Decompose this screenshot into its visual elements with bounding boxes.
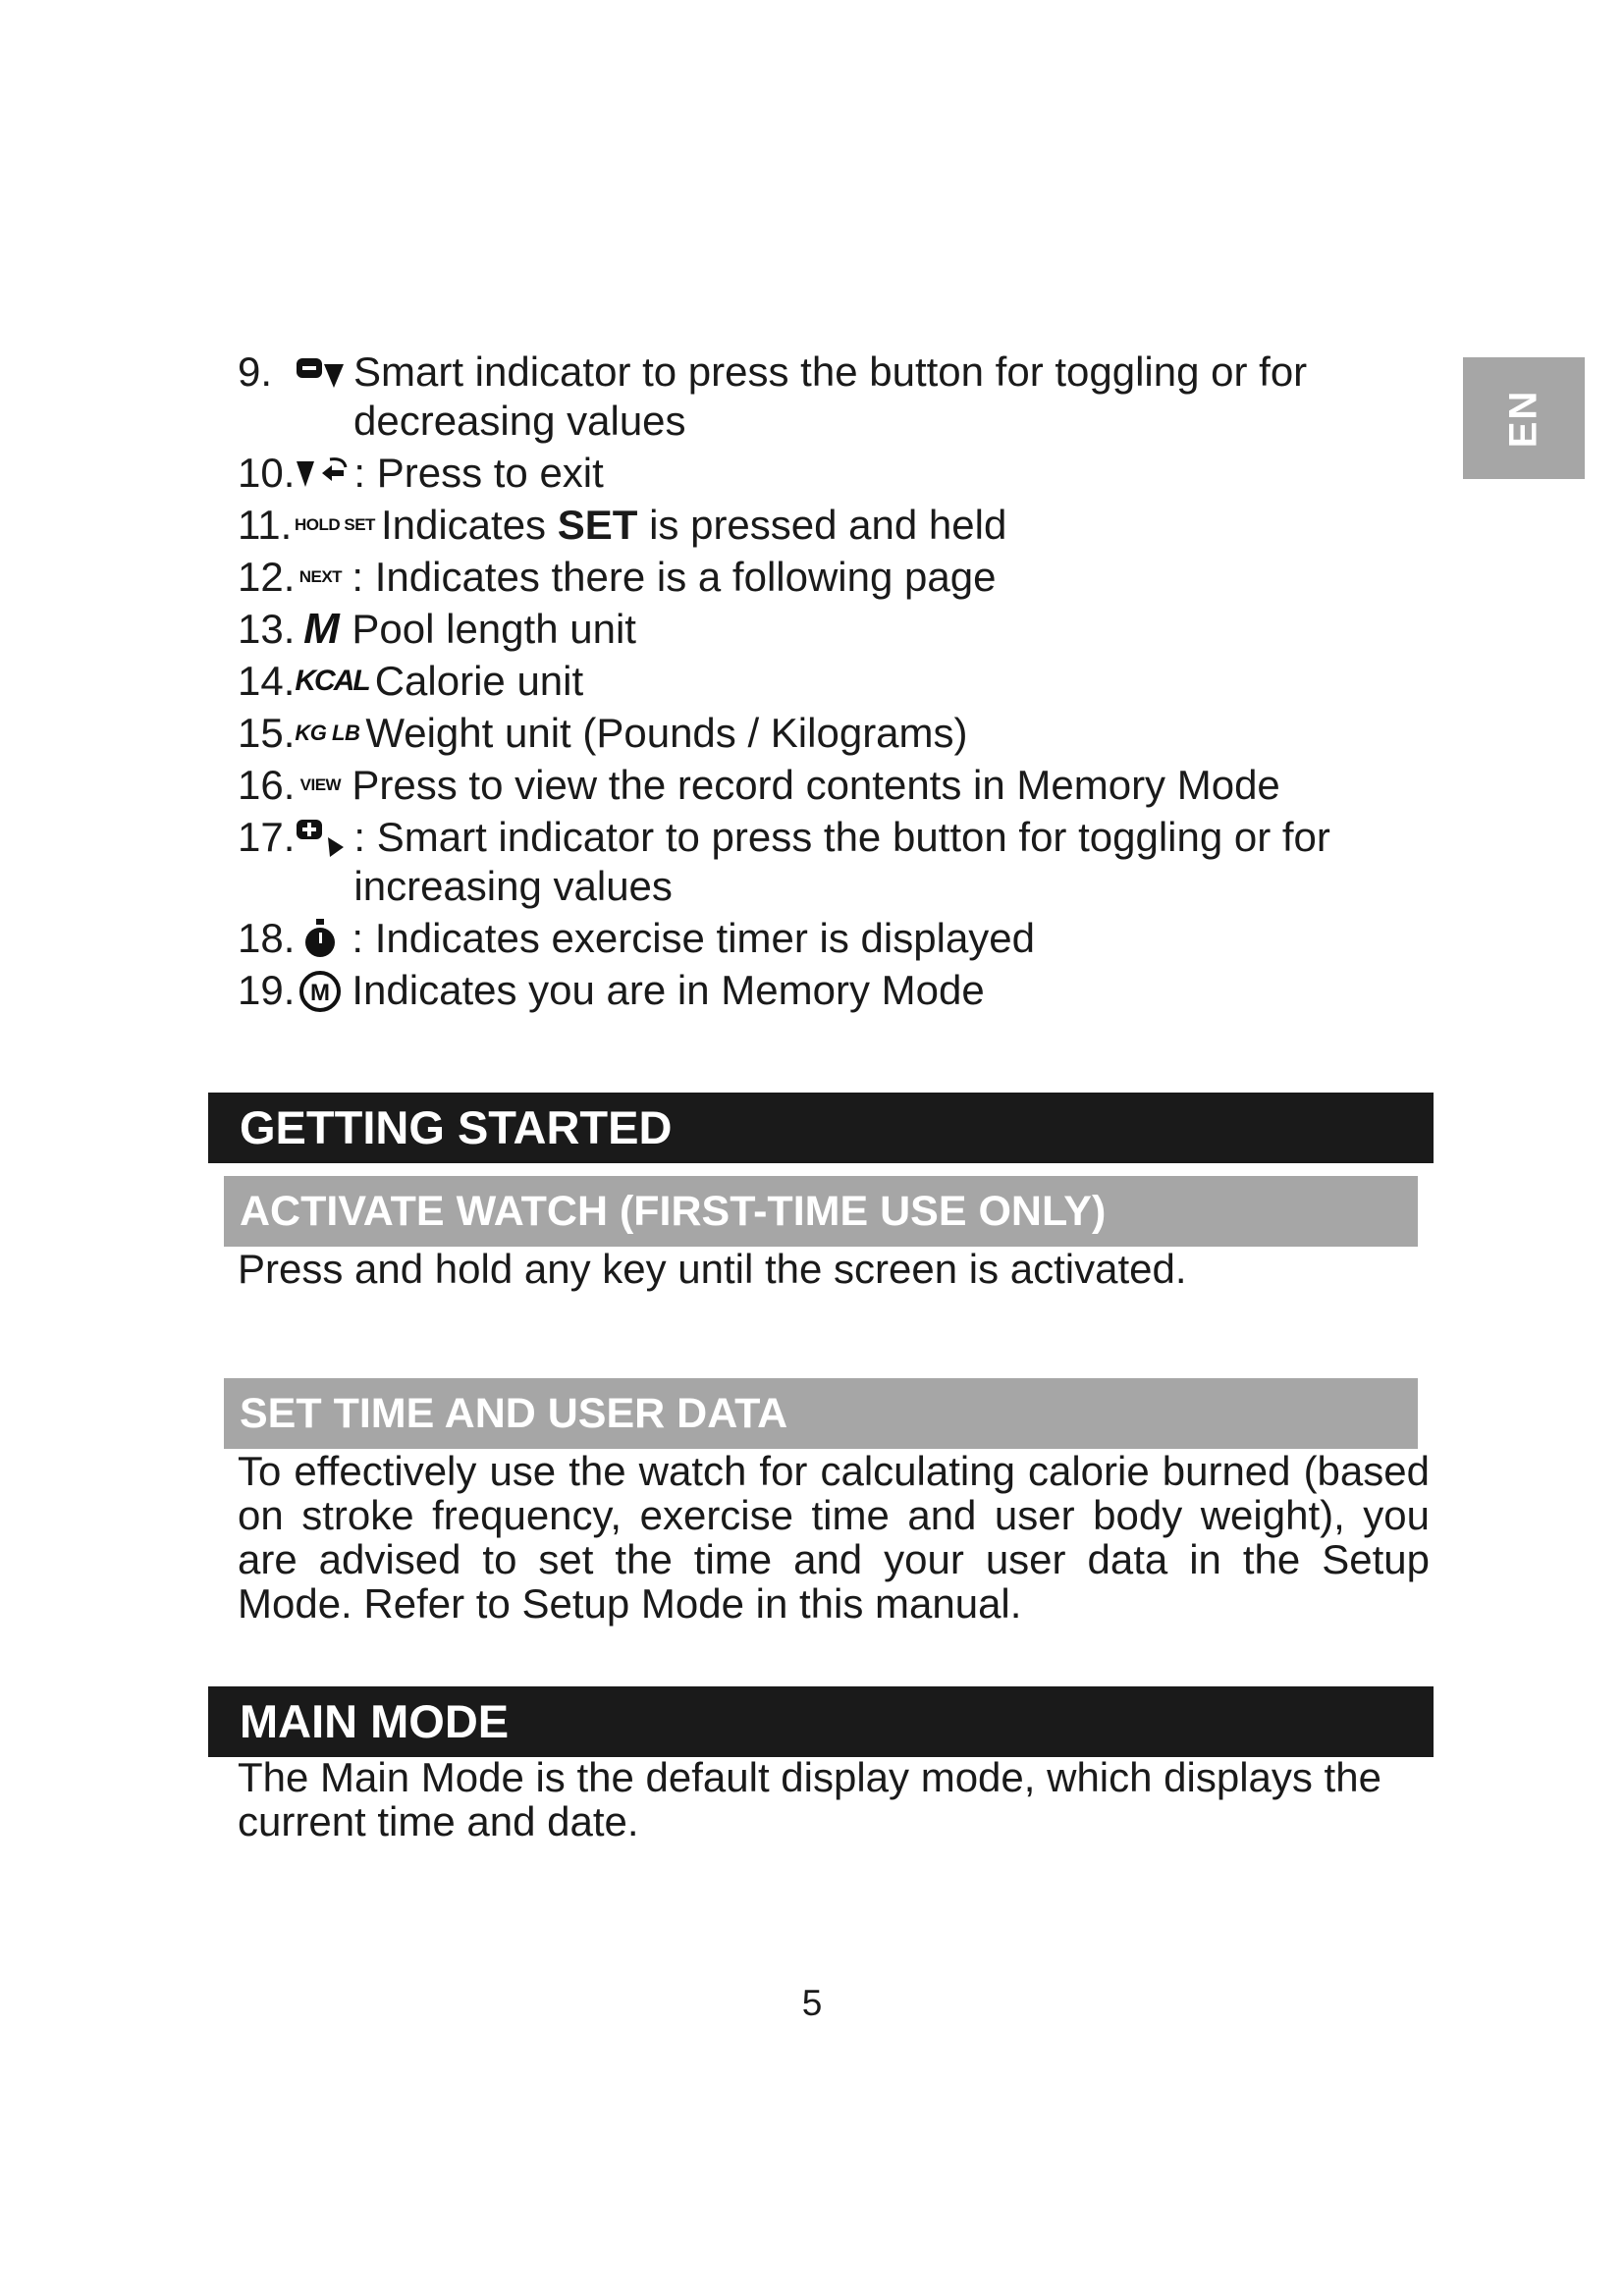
item-number: 9.	[238, 348, 273, 395]
set-time-body: To effectively use the watch for calculating calorie burned (based on stroke frequency, exercise time and user body weight), you are advised to set the time and your user data in the Setup Mode. Refer to Setup Mode in this manual.	[238, 1448, 1430, 1627]
list-item	[238, 813, 1377, 911]
list-item	[238, 449, 1377, 498]
item-number: 16.	[238, 762, 296, 808]
item-number: 11.	[238, 502, 293, 548]
item-text	[381, 501, 1377, 550]
item-text: Indicates you are in Memory Mode	[352, 967, 985, 1013]
item-number: 12.	[238, 554, 296, 600]
item-text: Calorie unit	[374, 658, 584, 704]
main-mode-heading: MAIN MODE	[208, 1686, 1434, 1757]
item-number: 18.	[238, 915, 296, 961]
item-text: : Indicates exercise timer is displayed	[352, 915, 1036, 961]
hold-set-icon: HOLD SET	[295, 515, 375, 534]
main-mode-body: The Main Mode is the default display mode, which displays the current time and date.	[238, 1754, 1381, 1844]
exit-arrow-icon	[295, 449, 348, 498]
list-item	[238, 709, 1377, 758]
memory-mode-icon	[295, 966, 346, 1015]
kg-lb-icon: KG LB	[295, 721, 360, 745]
item-number: 10.	[238, 450, 296, 496]
list-item	[238, 553, 1377, 602]
item-text: : Press to exit	[353, 450, 604, 496]
list-item	[238, 347, 1377, 446]
list-item	[238, 914, 1377, 963]
activate-watch-heading: ACTIVATE WATCH (FIRST-TIME USE ONLY)	[224, 1176, 1418, 1247]
list-item	[238, 966, 1377, 1015]
view-icon: VIEW	[299, 775, 342, 794]
language-tab	[1463, 357, 1585, 479]
meter-icon: M	[303, 605, 338, 653]
item-text-after: is pressed and held	[637, 502, 1007, 548]
item-number: 19.	[238, 967, 296, 1013]
list-item	[238, 657, 1377, 706]
stopwatch-icon	[295, 914, 346, 963]
item-text-bold: SET	[557, 502, 638, 548]
item-text: Weight unit (Pounds / Kilograms)	[365, 710, 968, 756]
next-page-icon: NEXT	[298, 567, 343, 586]
item-text: : Indicates there is a following page	[352, 554, 997, 600]
set-time-heading: SET TIME AND USER DATA	[224, 1378, 1418, 1449]
icon-legend-list	[238, 347, 1377, 1015]
item-number: 15.	[238, 710, 296, 756]
item-text: : Smart indicator to press the button for toggling or for increasing values	[353, 814, 1330, 909]
minus-button-smart-icon	[295, 347, 348, 397]
list-item	[238, 761, 1377, 810]
page-number: 5	[801, 1983, 823, 2023]
item-text-before: Indicates	[380, 502, 558, 548]
item-text: Pool length unit	[352, 606, 636, 652]
plus-button-smart-icon	[295, 813, 348, 862]
kcal-icon: KCAL	[295, 665, 369, 697]
getting-started-heading: GETTING STARTED	[208, 1093, 1434, 1163]
language-tab-label: EN	[1501, 389, 1545, 448]
memory-mode-icon-letter: M	[310, 980, 331, 1006]
item-text: Press to view the record contents in Memory Mode	[352, 762, 1280, 808]
item-text: Smart indicator to press the button for toggling or for decreasing values	[353, 348, 1308, 444]
item-number: 14.	[238, 658, 296, 704]
item-number: 17.	[238, 814, 296, 860]
list-item	[238, 501, 1377, 550]
list-item	[238, 605, 1377, 654]
item-number: 13.	[238, 606, 296, 652]
activate-watch-body: Press and hold any key until the screen is activated.	[238, 1246, 1187, 1292]
